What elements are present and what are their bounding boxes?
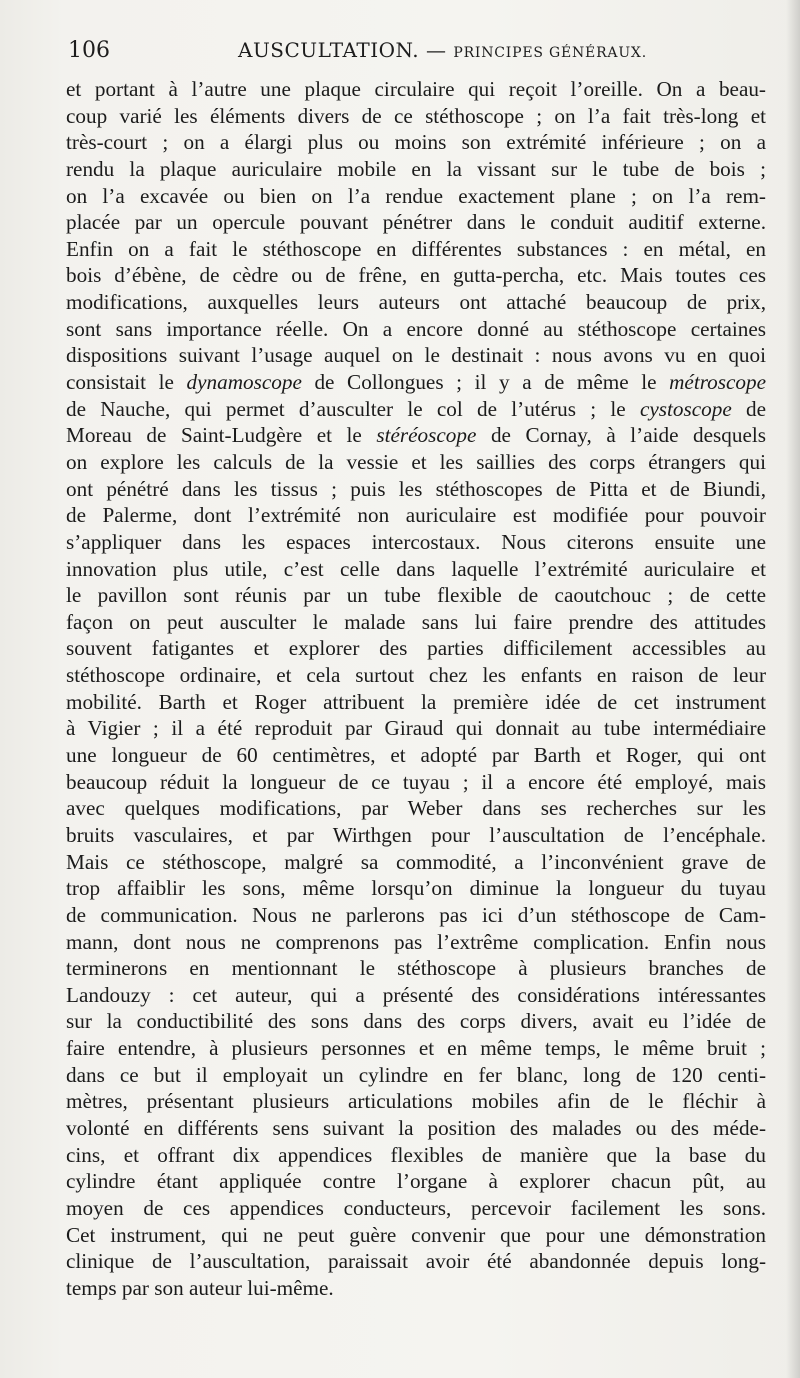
text-run: sur la conductibilité des sons dans des corps divers, avait eu l’idée de [66,1009,766,1034]
text-run: de Cornay, à l’aide desquels [476,423,766,448]
text-line [66,289,766,316]
text-line [66,689,766,716]
text-line [66,476,766,503]
text-line [66,769,766,796]
text-line [66,1035,766,1062]
text-run: trop affaiblir les sons, même lorsqu’on diminue la longueur du tuyau [66,876,766,901]
text-line [66,369,766,396]
text-run: façon on peut ausculter le malade sans lui faire prendre des attitudes [66,609,766,634]
text-line [66,582,766,609]
text-line [66,502,766,529]
text-line [66,342,766,369]
page-number: 106 [68,38,110,63]
running-title-subtitle: PRINCIPES GÉNÉRAUX. [453,45,647,61]
text-line [66,556,766,583]
running-title [238,38,647,62]
text-line [66,1008,766,1035]
text-line [66,849,766,876]
text-run: coup varié les éléments divers de ce stéthoscope ; on l’a fait très-long et [66,103,766,128]
text-line [66,209,766,236]
text-run: s’appliquer dans les espaces intercostaux. Nous citerons ensuite une [66,529,766,554]
running-title-separator: — [425,38,447,62]
italic-term: cystoscope [639,396,732,421]
page-header [68,38,768,72]
text-run: une longueur de 60 centimètres, et adopté par Barth et Roger, qui ont [66,743,766,768]
text-line [66,929,766,956]
text-line [66,742,766,769]
text-line [66,1248,766,1275]
text-line [66,1062,766,1089]
text-line [66,1142,766,1169]
italic-term: stéréoscope [376,423,477,448]
text-run: Moreau de Saint-Ludgère et le [66,423,377,448]
text-line [66,422,766,449]
text-run: sont sans importance réelle. On a encore donné au stéthoscope certaines [66,316,766,341]
text-run: on l’a excavée ou bien on l’a rendue exactement plane ; on l’a rem- [66,183,766,208]
text-run: Landouzy : cet auteur, qui a présenté des considérations intéressantes [66,982,766,1007]
text-run: volonté en différents sens suivant la position des malades ou des méde- [66,1115,766,1140]
text-run: mobilité. Barth et Roger attribuent la première idée de cet instrument [66,689,766,714]
text-run: et portant à l’autre une plaque circulaire qui reçoit l’oreille. On a beau- [66,77,766,101]
text-run: terminerons en mentionnant le stéthoscope à plusieurs branches de [66,956,766,981]
page-edge-shadow [786,0,800,1378]
text-line [66,262,766,289]
running-title-main: AUSCULTATION. [238,38,420,62]
text-line [66,449,766,476]
text-run: très-court ; on a élargi plus ou moins son extrémité inférieure ; on a [66,130,766,155]
text-run: moyen de ces appendices conducteurs, percevoir facilement les sons. [66,1195,766,1220]
text-line [66,1115,766,1142]
text-line [66,236,766,263]
text-line [66,76,766,103]
text-run: dispositions suivant l’usage auquel on le destinait : nous avons vu en quoi [66,343,766,368]
text-run: de [731,396,766,421]
italic-term: métroscope [669,370,766,395]
text-run: consistait le [66,370,187,395]
text-line [66,1275,766,1302]
text-run: on explore les calculs de la vessie et les saillies des corps étrangers qui [66,449,766,474]
text-run: mètres, présentant plusieurs articulations mobiles afin de le fléchir à [66,1089,766,1114]
text-line [66,183,766,210]
text-run: de communication. Nous ne parlerons pas ici d’un stéthoscope de Cam- [66,902,766,927]
text-run: beaucoup réduit la longueur de ce tuyau ; il a encore été employé, mais [66,769,766,794]
text-run: innovation plus utile, c’est celle dans laquelle l’extrémité auriculaire et [66,556,766,581]
text-run: rendu la plaque auriculaire mobile en la vissant sur le tube de bois ; [66,156,766,181]
text-run: Enfin on a fait le stéthoscope en différentes substances : en métal, en [66,236,766,261]
text-line [66,902,766,929]
text-run: de Nauche, qui permet d’ausculter le col de l’utérus ; le [66,396,640,421]
text-run: cylindre étant appliquée contre l’organe à explorer chacun pût, au [66,1169,766,1194]
text-line [66,396,766,423]
italic-term: dynamoscope [186,370,302,395]
text-run: Cet instrument, qui ne peut guère convenir que pour une démonstration [66,1222,766,1247]
text-line [66,156,766,183]
text-line [66,795,766,822]
text-run: bois d’ébène, de cèdre ou de frêne, en gutta-percha, etc. Mais toutes ces [66,263,766,288]
text-run: placée par un opercule pouvant pénétrer dans le conduit auditif externe. [66,210,766,235]
text-line [66,822,766,849]
text-run: modifications, auxquelles leurs auteurs ont attaché beaucoup de prix, [66,290,766,315]
text-line [66,129,766,156]
text-run: clinique de l’auscultation, paraissait avoir été abandonnée depuis long- [66,1249,766,1274]
text-line [66,609,766,636]
text-line [66,982,766,1009]
text-run: faire entendre, à plusieurs personnes et en même temps, le même bruit ; [66,1036,766,1061]
text-run: bruits vasculaires, et par Wirthgen pour l’auscultation de l’encéphale. [66,822,766,847]
text-run: le pavillon sont réunis par un tube flexible de caoutchouc ; de cette [66,583,766,608]
text-line [66,1195,766,1222]
text-run: temps par son auteur lui-même. [66,1275,334,1300]
text-line [66,1088,766,1115]
text-run: Mais ce stéthoscope, malgré sa commodité, a l’inconvénient grave de [66,849,766,874]
text-run: ont pénétré dans les tissus ; puis les stéthoscopes de Pitta et de Biundi, [66,476,766,501]
text-run: avec quelques modifications, par Weber dans ses recherches sur les [66,796,766,821]
text-run: stéthoscope ordinaire, et cela surtout chez les enfants en raison de leur [66,663,766,688]
text-line [66,715,766,742]
text-line [66,955,766,982]
text-line [66,316,766,343]
text-run: de Palerme, dont l’extrémité non auriculaire est modifiée pour pouvoir [66,503,766,528]
text-line [66,875,766,902]
body-text [66,76,766,1301]
text-run: de Collongues ; il y a de même le [301,370,670,395]
text-line [66,662,766,689]
text-run: cins, et offrant dix appendices flexibles de manière que la base du [66,1142,766,1167]
text-line [66,1222,766,1249]
text-run: souvent fatigantes et explorer des parties difficilement accessibles au [66,636,766,661]
text-line [66,529,766,556]
text-run: mann, dont nous ne comprenons pas l’extrême complication. Enfin nous [66,929,766,954]
text-line [66,103,766,130]
text-line [66,1168,766,1195]
text-run: à Vigier ; il a été reproduit par Giraud qui donnait au tube intermédiaire [66,716,766,741]
text-run: dans ce but il employait un cylindre en fer blanc, long de 120 centi- [66,1062,766,1087]
text-line [66,635,766,662]
